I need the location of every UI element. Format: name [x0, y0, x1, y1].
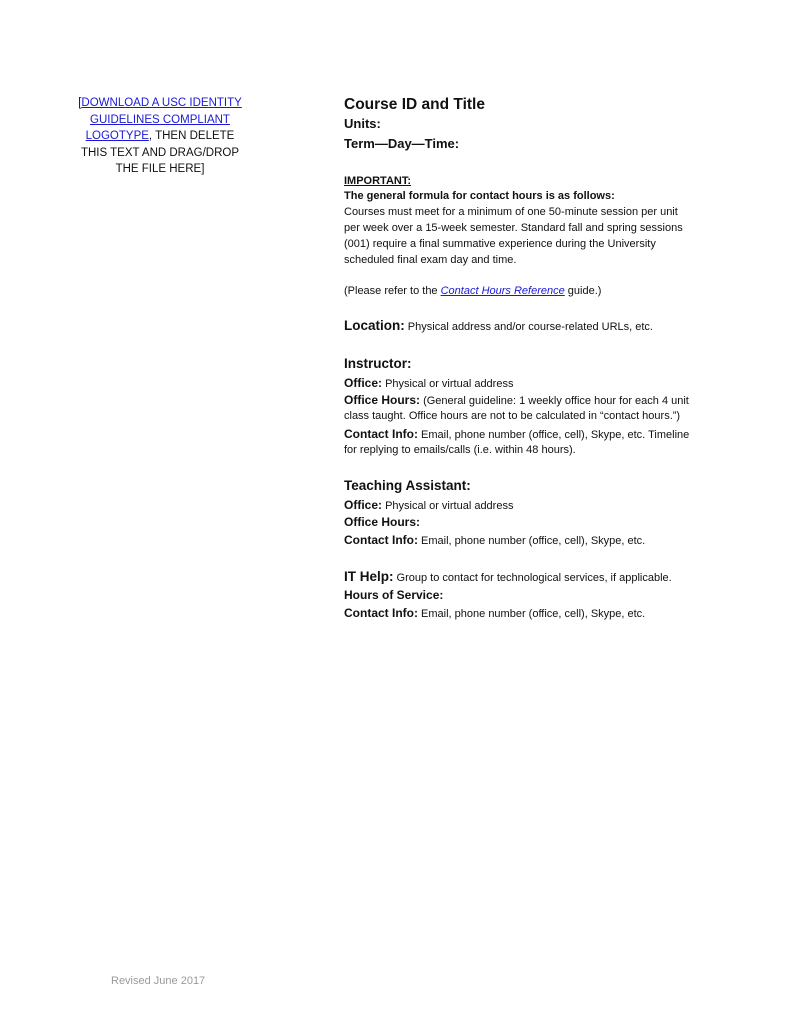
usc-identity-link[interactable]: LOGOTYPE: [85, 130, 149, 142]
hours-of-service-label: Hours of Service:: [344, 588, 444, 602]
contact-info-label: Contact Info:: [344, 606, 418, 620]
it-help-label: IT Help:: [344, 569, 394, 584]
location-row: [344, 319, 653, 334]
placeholder-text: , THEN DELETE: [148, 130, 235, 142]
usc-identity-link[interactable]: DOWNLOAD A USC IDENTITY: [81, 97, 242, 109]
refer-prefix: (Please refer to the: [344, 285, 441, 297]
ta-office-hours-label: Office Hours:: [344, 515, 421, 529]
logo-placeholder: [60, 95, 260, 178]
term-label: Term—Day—Time:: [344, 136, 460, 151]
contact-info-value: Email, phone number (office, cell), Skype, etc.: [418, 608, 646, 620]
it-help-value: Group to contact for technological services, if applicable.: [393, 572, 672, 584]
instructor-contact: [344, 427, 689, 442]
units-label: Units:: [344, 116, 381, 131]
formula-text: per week over a 15-week semester. Standard fall and spring sessions: [344, 222, 683, 234]
formula-text: (001) require a final summative experience during the University: [344, 238, 656, 250]
bracket: [: [78, 97, 82, 109]
contact-info-value: Email, phone number (office, cell), Skype, etc. Timeline: [418, 429, 690, 441]
it-help-row: [344, 570, 672, 585]
location-value: Physical address and/or course-related URLs, etc.: [404, 321, 653, 333]
office-hours-value: (General guideline: 1 weekly office hour for each 4 unit: [420, 395, 689, 407]
refer-suffix: guide.): [564, 285, 602, 297]
location-label: Location:: [344, 318, 405, 333]
course-title: Course ID and Title: [344, 96, 485, 113]
office-label: Office:: [344, 498, 383, 512]
placeholder-text: THIS TEXT AND DRAG/DROP: [80, 146, 240, 159]
instructor-hours: [344, 393, 689, 408]
office-hours-label: Office Hours:: [344, 393, 421, 407]
office-hours-value: class taught. Office hours are not to be calculated in “contact hours.”): [344, 410, 681, 422]
office-value: Physical or virtual address: [382, 378, 514, 390]
it-contact: [344, 606, 645, 621]
instructor-heading: Instructor:: [344, 356, 412, 371]
formula-text: scheduled final exam day and time.: [344, 254, 517, 266]
ta-contact: [344, 533, 645, 548]
ta-heading: Teaching Assistant:: [344, 478, 471, 493]
office-value: Physical or virtual address: [382, 500, 514, 512]
usc-identity-link[interactable]: GUIDELINES COMPLIANT: [90, 113, 230, 126]
contact-info-label: Contact Info:: [344, 533, 418, 547]
office-label: Office:: [344, 376, 383, 390]
revised-date: Revised June 2017: [111, 975, 206, 987]
placeholder-text: THE FILE HERE]: [115, 163, 205, 175]
refer-text: [344, 284, 601, 298]
instructor-office: [344, 376, 513, 391]
contact-info-value: Email, phone number (office, cell), Skype, etc.: [418, 535, 646, 547]
formula-text: Courses must meet for a minimum of one 50-minute session per unit: [344, 206, 678, 218]
important-label: IMPORTANT:: [344, 175, 412, 187]
ta-office: [344, 498, 513, 513]
contact-hours-reference-link[interactable]: Contact Hours Reference: [440, 285, 565, 297]
contact-info-label: Contact Info:: [344, 427, 418, 441]
contact-info-value: for replying to emails/calls (i.e. within 48 hours).: [344, 444, 576, 456]
formula-heading: The general formula for contact hours is as follows:: [344, 190, 615, 202]
